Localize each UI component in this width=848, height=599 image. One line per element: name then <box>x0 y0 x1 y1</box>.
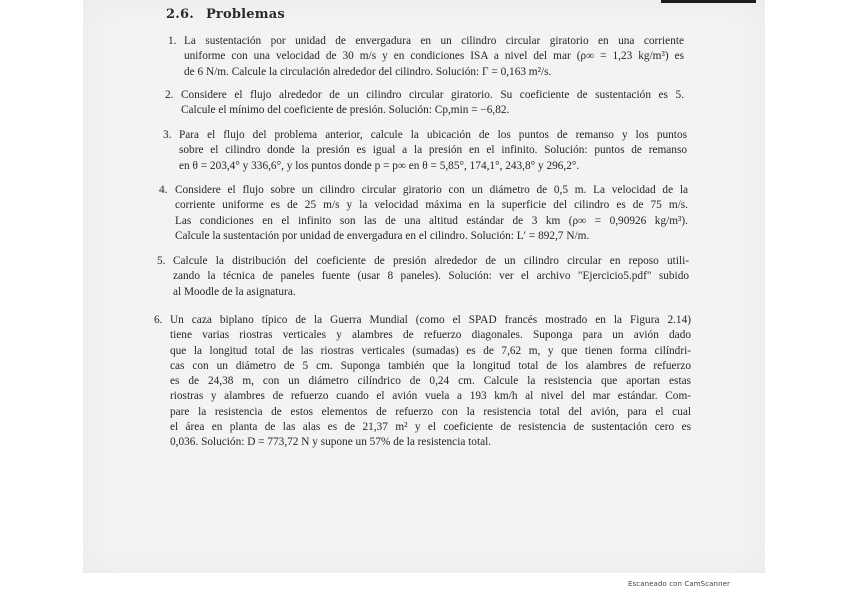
problem-line: en θ = 203,4° y 336,6°, y los puntos donde p = p∞ en θ = 5,85°, 174,1°, 243,8° y 296,2°. <box>179 159 580 172</box>
problem-line: Calcule el mínimo del coeficiente de presión. Solución: Cp,min = −6,82. <box>181 104 510 117</box>
problem-line: riostras y alambres de refuerzo cuando el avión vuela a 193 km/h al nivel del mar estándar. Com- <box>170 390 691 403</box>
page-top-rule <box>661 0 756 3</box>
problem-number: 6. <box>154 314 163 326</box>
problem-line: al Moodle de la asignatura. <box>173 285 296 298</box>
problem-line: Las condiciones en el infinito son las de una altitud estándar de 3 km (ρ∞ = 0,90926 kg/m³). <box>175 214 688 227</box>
problem-line: Considere el flujo alrededor de un cilindro circular giratorio. Su coeficiente de sustentación es 5. <box>181 89 684 101</box>
problem-2 <box>165 88 684 119</box>
problem-line: cas con un diámetro de 5 cm. Suponga también que la longitud total de los alambres de refuerzo <box>170 359 691 372</box>
problem-line: uniforme con una velocidad de 30 m/s y en condiciones ISA a nivel del mar (ρ∞ = 1,23 kg/m³) es <box>184 50 684 63</box>
problem-line: Calcule la sustentación por unidad de envergadura en el cilindro. Solución: L′ = 892,7 N/m. <box>175 229 590 242</box>
problem-line: que la longitud total de las riostras verticales (sumadas) es de 7,62 m, y que tienen forma cilíndri- <box>170 344 691 357</box>
problem-line: Calcule la distribución del coeficiente de presión alrededor de un cilindro circular en reposo utili- <box>173 255 689 267</box>
problem-6 <box>154 313 691 451</box>
problem-line: es de 24,38 m, con un diámetro cilíndrico de 0,24 cm. Calcule la resistencia que aportan estas <box>170 375 691 388</box>
problem-1 <box>168 34 684 80</box>
problem-line: zando la técnica de paneles fuente (usar 8 paneles). Solución: ver el archivo "Ejercicio5.pdf" subido <box>173 270 689 283</box>
problem-line: sobre el cilindro donde la presión es igual a la presión en el infinito. Solución: puntos de remanso <box>179 144 687 157</box>
problem-line: La sustentación por unidad de envergadura en un cilindro circular giratorio en una corriente <box>184 35 684 47</box>
problem-line: Considere el flujo sobre un cilindro circular giratorio con un diámetro de 0,5 m. La velocidad de la <box>175 184 688 196</box>
problem-line: de 6 N/m. Calcule la circulación alrededor del cilindro. Solución: Γ = 0,163 m²/s. <box>184 65 552 78</box>
problem-line: corriente uniforme es de 25 m/s y la velocidad máxima en la superficie del cilindro es de 75 m/s. <box>175 199 688 212</box>
problem-3 <box>163 128 687 174</box>
problem-line: Un caza biplano típico de la Guerra Mundial (como el SPAD francés mostrado en la Figura 2.14) <box>170 314 691 326</box>
scanner-watermark: Escaneado con CamScanner <box>628 580 731 588</box>
problem-4 <box>159 183 688 244</box>
problem-line: tiene varias riostras verticales y alambres de refuerzo diagonales. Suponga para un avión dado <box>170 329 691 342</box>
problem-line: Para el flujo del problema anterior, calcule la ubicación de los puntos de remanso y los puntos <box>179 129 687 141</box>
problem-number: 2. <box>165 89 174 101</box>
problem-line: pare la resistencia de estos elementos de refuerzo con la resistencia total del avión, para el cual <box>170 405 691 418</box>
section-heading <box>166 7 297 22</box>
problem-number: 5. <box>157 255 166 267</box>
problem-5 <box>157 254 689 300</box>
problem-line: el área en planta de las alas es de 21,37 m² y el coeficiente de resistencia de sustentación cero es <box>170 421 691 434</box>
section-title: Problemas <box>205 7 285 22</box>
problem-number: 1. <box>168 35 177 47</box>
problem-line: 0,036. Solución: D = 773,72 N y supone un 57% de la resistencia total. <box>170 436 492 449</box>
section-number: 2.6. <box>166 7 194 22</box>
problem-number: 3. <box>163 129 172 141</box>
problem-number: 4. <box>159 184 168 196</box>
